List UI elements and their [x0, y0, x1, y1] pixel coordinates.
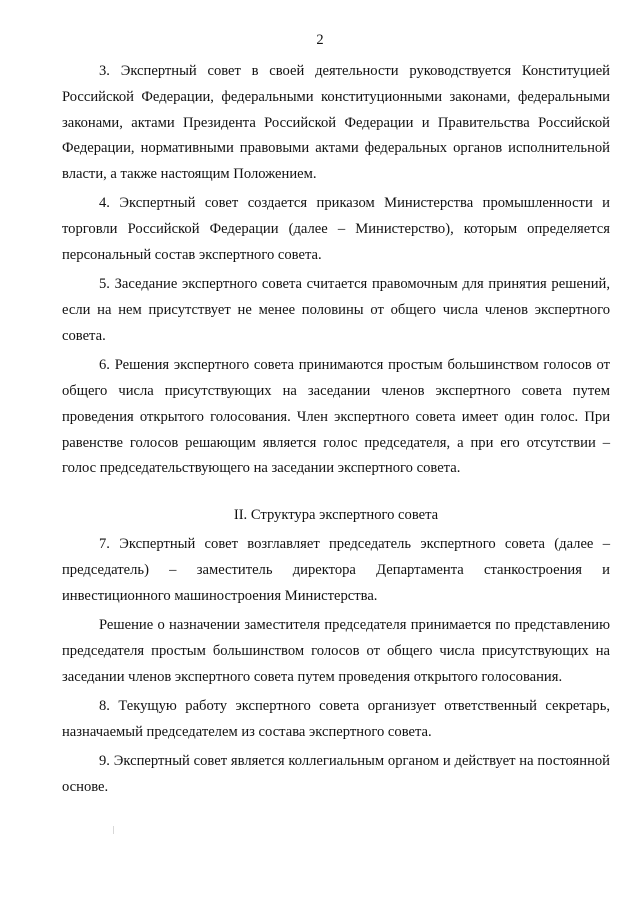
paragraph-5: 5. Заседание экспертного совета считается правомочным для принятия решений, если на нем присутствует не менее половины от общего числа членов экспертного совета. [62, 276, 610, 344]
scan-mark [113, 826, 114, 834]
paragraph-deputy-appointment: Решение о назначении заместителя председателя принимается по представлению председателя простым большинством голосов от общего числа присутствующих на заседании членов экспертного совета путем проведения открытого голосования. [62, 616, 610, 685]
page-number: 2 [316, 32, 324, 48]
paragraph-4: 4. Экспертный совет создается приказом Министерства промышленности и торговли Российской Федерации (далее – Министерство), которым определяется персональный состав экспертного совета. [62, 195, 610, 264]
paragraph-6: 6. Решения экспертного совета принимаются простым большинством голосов от общего числа присутствующих на заседании членов экспертного совета путем проведения открытого голосования. Член экспертного совета имеет один голос. При равенстве голосов решающим является голос председателя, а при его отсутствии – голос председательствующего на заседании экспертного совета. [62, 357, 610, 477]
document-body [62, 59, 610, 801]
section-heading: II. Структура экспертного совета [233, 507, 439, 524]
paragraph-8: 8. Текущую работу экспертного совета организует ответственный секретарь, назначаемый председателем из состава экспертного совета. [62, 697, 610, 740]
paragraph-3: 3. Экспертный совет в своей деятельности руководствуется Конституцией Российской Федерации, федеральными конституционными законами, федеральными законами, актами Президента Российской Федерации и Правительства Российской Федерации, нормативными правовыми актами федеральных органов исполнительной власти, а также настоящим Положением. [62, 63, 610, 183]
paragraph-9: 9. Экспертный совет является коллегиальным органом и действует на постоянной основе. [62, 752, 610, 795]
paragraph-7: 7. Экспертный совет возглавляет председатель экспертного совета (далее – председатель) – заместитель директора Департамента станкостроения и инвестиционного машиностроения Министерства. [62, 536, 610, 604]
